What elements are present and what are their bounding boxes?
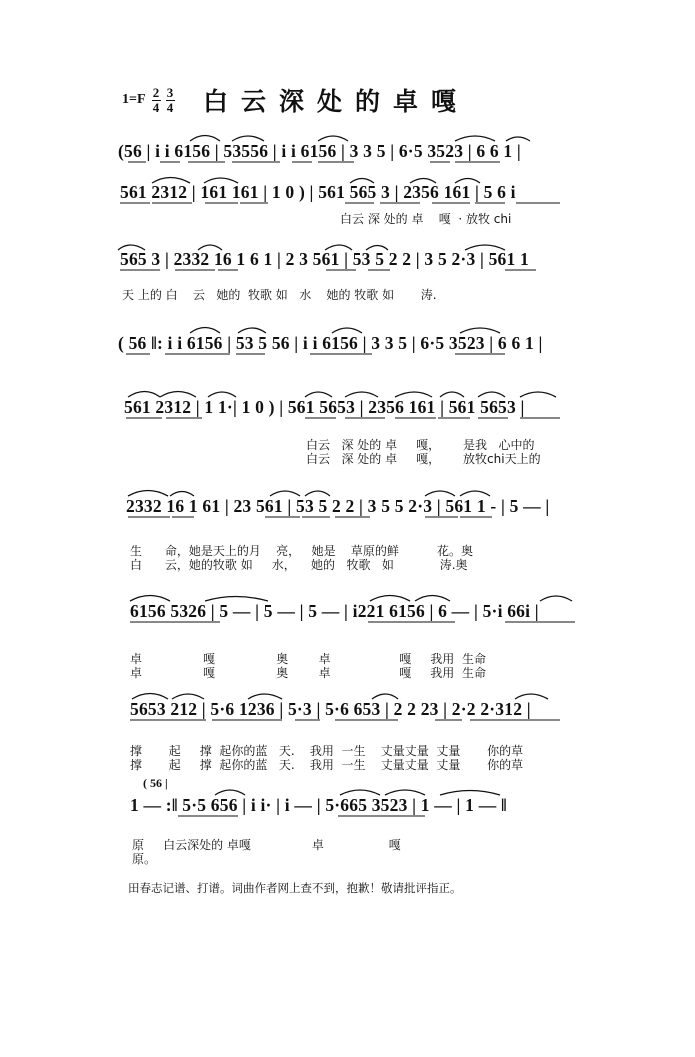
slur-mark (440, 392, 464, 397)
lyric-line-5b: 白云 深 处的 卓 嘎， 放牧chi天上的 (306, 452, 541, 466)
slur-mark (325, 245, 352, 250)
slur-mark (238, 328, 266, 333)
score-line-2: 561 2312 | 161 161 | 1 0 ) | 561 565 3 | 2356 161 | 5 6 i (120, 182, 516, 202)
slur-mark (425, 491, 455, 496)
slur-mark (190, 136, 220, 142)
meter-numerator: 2 (152, 85, 160, 100)
lyric-line-6a: 生 命，她是天上的月 亮， 她是 草原的鲜 花。奥 (130, 544, 473, 558)
score-line-4: ( 56 ‖: i i 6156 | 53 5 56 | i i 6156 | 3 3 5 | 6·5 3523 | 6 6 1 | (118, 333, 543, 353)
slur-mark (506, 137, 530, 141)
slur-mark (128, 491, 168, 497)
slur-mark (395, 392, 432, 397)
lyric-line-3: 天 上的 白 云 她的 牧歌 如 水 她的 牧歌 如 涛. (122, 288, 437, 302)
slur-mark (204, 178, 238, 183)
slur-mark (190, 328, 220, 334)
slur-mark (340, 790, 380, 795)
score-line-5: 561 2312 | 1 1·| 1 0 ) | 561 5653 | 2356 161 | 561 5653 | (124, 397, 525, 417)
slur-mark (128, 392, 160, 398)
slur-mark (132, 694, 168, 700)
slur-mark (440, 791, 500, 796)
lyric-line-8a: 撑 起 撑 起你的蓝 天. 我用 一生 丈量丈量 丈量 你的草 (130, 744, 524, 758)
slur-mark (385, 790, 425, 795)
meter-denominator: 4 (152, 100, 160, 115)
slur-mark (205, 597, 268, 602)
slur-mark (172, 694, 204, 699)
score-line-6: 2332 16 1 61 | 23 561 | 53 5 2 2 | 3 5 5 2·3 | 561 1 - | 5 — | (126, 496, 550, 516)
slur-mark (370, 596, 410, 602)
slur-mark (130, 596, 170, 602)
slur-mark (118, 245, 145, 250)
lyric-line-6b: 白 云，她的牧歌 如 水， 她的 牧歌 如 涛.奥 (130, 558, 468, 572)
slur-mark (305, 491, 330, 496)
lyric-line-7b: 卓 嘎 奥 卓 嘎 我用 生命 (130, 666, 486, 680)
slur-mark (465, 245, 505, 250)
lyric-line-9b: 原。 (132, 852, 157, 866)
lyric-line-2: 白云 深 处的 卓 嘎 · 放牧 chi (340, 212, 512, 226)
slur-mark (460, 328, 500, 333)
slur-mark (305, 392, 332, 397)
score-line-1: (56 | i i 6156 | 53556 | i i 6156 | 3 3 5 | 6·5 3523 | 6 6 1 | (118, 141, 521, 161)
slur-mark (372, 694, 398, 699)
footer-note: 田春志记谱、打谱。词曲作者网上查不到，抱歉！敬请批评指正。 (128, 881, 462, 895)
slur-mark (208, 392, 236, 397)
slur-mark (198, 245, 222, 250)
slur-mark (270, 491, 300, 496)
slur-mark (215, 790, 245, 795)
slur-mark (345, 392, 378, 397)
key-label: 1=F (122, 92, 146, 107)
slur-mark (455, 179, 480, 184)
slur-mark (366, 246, 388, 251)
slur-mark (520, 392, 556, 397)
score-line-9: 1 — :‖ 5·5 656 | i i· | i — | 5·665 3523 | 1 — | 1 — ‖ (130, 795, 507, 815)
repeat-pickup-note: ( 56 | (143, 776, 168, 790)
slur-mark (460, 491, 490, 496)
lyric-line-5a: 白云 深 处的 卓 嘎， 是我 心中的 (306, 438, 535, 452)
slur-mark (350, 179, 374, 184)
slur-mark (318, 136, 348, 141)
slur-mark (540, 596, 572, 601)
score-line-7: 6156 5326 | 5 — | 5 — | 5 — | i221 6156 | 6 — | 5·i 66i | (130, 601, 539, 621)
song-title: 白云深处的卓嘎 (203, 87, 470, 116)
slur-mark (410, 179, 436, 184)
meter-numerator: 3 (166, 85, 174, 100)
lyric-line-7a: 卓 嘎 奥 卓 嘎 我用 生命 (130, 652, 486, 666)
slur-mark (170, 492, 194, 497)
slur-mark (152, 178, 190, 184)
lyric-line-8b: 撑 起 撑 起你的蓝 天. 我用 一生 丈量丈量 丈量 你的草 (130, 758, 524, 772)
slur-mark (160, 392, 196, 398)
slur-mark (455, 136, 495, 141)
slur-mark (478, 392, 505, 397)
score-line-3: 565 3 | 2332 16 1 6 1 | 2 3 561 | 53 5 2 2 | 3 5 2·3 | 561 1 (120, 249, 529, 269)
slur-mark (515, 694, 548, 699)
meter-denominator: 4 (166, 100, 174, 115)
slur-mark (248, 694, 282, 699)
score-line-8: 5653 212 | 5·6 1236 | 5·3 | 5·6 653 | 2 2 23 | 2·2 2·312 | (130, 699, 531, 719)
slur-mark (332, 328, 362, 333)
slur-mark (232, 136, 264, 141)
slur-mark (415, 596, 450, 602)
lyric-line-9a: 原 白云深处的 卓嘎 卓 嘎 (132, 838, 401, 852)
